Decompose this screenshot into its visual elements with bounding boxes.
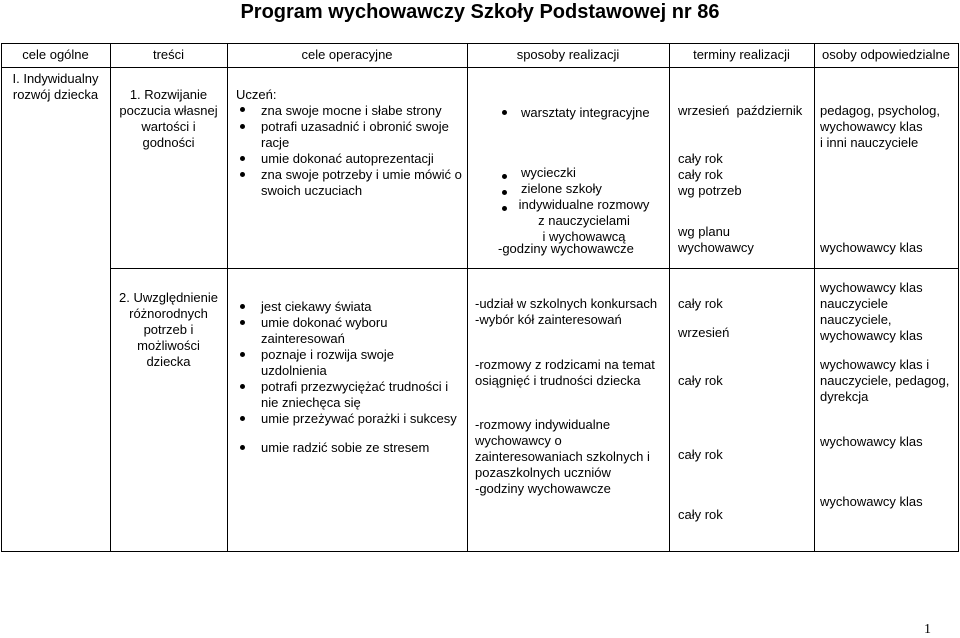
row1-sposob-tail: -godziny wychowawcze — [498, 241, 634, 256]
row1-tresc: 1. Rozwijanie poczucia własnej wartości i godności — [119, 87, 218, 150]
row1-sposob-1: warsztaty integracyjne — [521, 105, 650, 120]
bullet — [502, 174, 507, 179]
row1-termin-6: wychowawcy — [678, 240, 754, 255]
row2-cel-5: umie przeżywać porażki i sukcesy — [261, 411, 457, 426]
bullet — [240, 304, 245, 309]
header-osoby-odpowiedzialne: osoby odpowiedzialne — [822, 47, 950, 62]
row2-cel-1: jest ciekawy świata — [261, 299, 372, 314]
bullet — [240, 352, 245, 357]
row2-termin-5: cały rok — [678, 507, 723, 522]
row2-osoby-3: nauczyciele, — [820, 312, 892, 327]
row2-termin-2: wrzesień — [678, 325, 730, 340]
row2-termin-1: cały rok — [678, 296, 723, 311]
row2-termin-3: cały rok — [678, 373, 723, 388]
row2-cel-6: umie radzić sobie ze stresem — [261, 440, 430, 455]
page-title: Program wychowawczy Szkoły Podstawowej nr 86 — [240, 1, 720, 23]
row1-sposob-4: indywidualne rozmowy z nauczycielami i wychowawcą — [518, 197, 650, 244]
row2-sposob-4: osiągnięć i trudności dziecka — [475, 373, 641, 388]
bullet — [240, 156, 245, 161]
table-border-bottom — [1, 551, 959, 552]
row2-osoby-7: dyrekcja — [820, 389, 869, 404]
row2-osoby-8: wychowawcy klas — [820, 434, 923, 449]
row2-sposob-5: -rozmowy indywidualne — [475, 417, 611, 432]
bullet — [240, 320, 245, 325]
col-divider-5 — [814, 43, 815, 552]
row1-cel-4: zna swoje potrzeby i umie mówić o swoich uczuciach — [261, 167, 462, 198]
section-label: I. Indywidualny rozwój dziecka — [12, 71, 99, 102]
bullet — [502, 110, 507, 115]
row2-osoby-4: wychowawcy klas — [820, 328, 923, 343]
row1-termin-2: cały rok — [678, 151, 723, 166]
row2-sposob-8: pozaszkolnych uczniów — [475, 465, 611, 480]
row2-sposob-7: zainteresowaniach szkolnych i — [475, 449, 650, 464]
bullet — [502, 206, 507, 211]
bullet — [240, 416, 245, 421]
row2-sposob-1: -udział w szkolnych konkursach — [475, 296, 658, 311]
bullet — [502, 190, 507, 195]
table-border-top — [1, 43, 959, 44]
table-border-left — [1, 43, 2, 552]
row2-osoby-9: wychowawcy klas — [820, 494, 923, 509]
row2-osoby-1: wychowawcy klas — [820, 280, 923, 295]
row1-sposob-2: wycieczki — [521, 165, 576, 180]
row2-sposob-3: -rozmowy z rodzicami na temat — [475, 357, 655, 372]
bullet — [240, 172, 245, 177]
row1-sposob-3: zielone szkoły — [521, 181, 602, 196]
bullet — [240, 445, 245, 450]
row1-cel-1: zna swoje mocne i słabe strony — [261, 103, 442, 118]
row2-sposob-9: -godziny wychowawcze — [475, 481, 611, 496]
row1-termin-1: wrzesień październik — [678, 103, 803, 118]
bullet — [240, 384, 245, 389]
row1-termin-3: cały rok — [678, 167, 723, 182]
col-divider-4 — [669, 43, 670, 552]
col-divider-3 — [467, 43, 468, 552]
header-terminy-realizacji: terminy realizacji — [693, 47, 790, 62]
row1-cele-intro: Uczeń: — [236, 87, 277, 102]
page-number: 1 — [924, 622, 931, 637]
row2-cel-2: umie dokonać wyboru zainteresowań — [261, 315, 388, 346]
row1-termin-4: wg potrzeb — [678, 183, 742, 198]
header-tresci: treści — [152, 47, 185, 62]
table-row-divider — [110, 268, 959, 269]
row1-termin-5: wg planu — [678, 224, 731, 239]
row2-osoby-2: nauczyciele — [820, 296, 888, 311]
bullet — [240, 107, 245, 112]
row2-sposob-6: wychowawcy o — [475, 433, 562, 448]
row1-osoby-2: wychowawcy klas — [820, 240, 923, 255]
row2-cel-4: potrafi przezwyciężać trudności i nie zniechęca się — [261, 379, 449, 410]
row2-tresc: 2. Uwzględnienie różnorodnych potrzeb i możliwości dziecka — [118, 290, 218, 369]
row2-osoby-5: wychowawcy klas i — [820, 357, 930, 372]
table-header-divider — [1, 67, 959, 68]
row2-termin-4: cały rok — [678, 447, 723, 462]
header-sposoby-realizacji: sposoby realizacji — [516, 47, 620, 62]
row2-cel-3: poznaje i rozwija swoje uzdolnienia — [261, 347, 394, 378]
header-cele-operacyjne: cele operacyjne — [301, 47, 393, 62]
header-cele-ogolne: cele ogólne — [22, 47, 89, 62]
row1-cel-2: potrafi uzasadnić i obronić swoje racje — [261, 119, 449, 150]
col-divider-2 — [227, 43, 228, 552]
row1-cel-3: umie dokonać autoprezentacji — [261, 151, 434, 166]
row2-osoby-6: nauczyciele, pedagog, — [820, 373, 950, 388]
table-border-right — [958, 43, 959, 552]
row1-osoby: pedagog, psycholog, wychowawcy klas i inni nauczyciele — [820, 103, 940, 150]
row2-sposob-2: -wybór kół zainteresowań — [475, 312, 622, 327]
bullet — [240, 124, 245, 129]
